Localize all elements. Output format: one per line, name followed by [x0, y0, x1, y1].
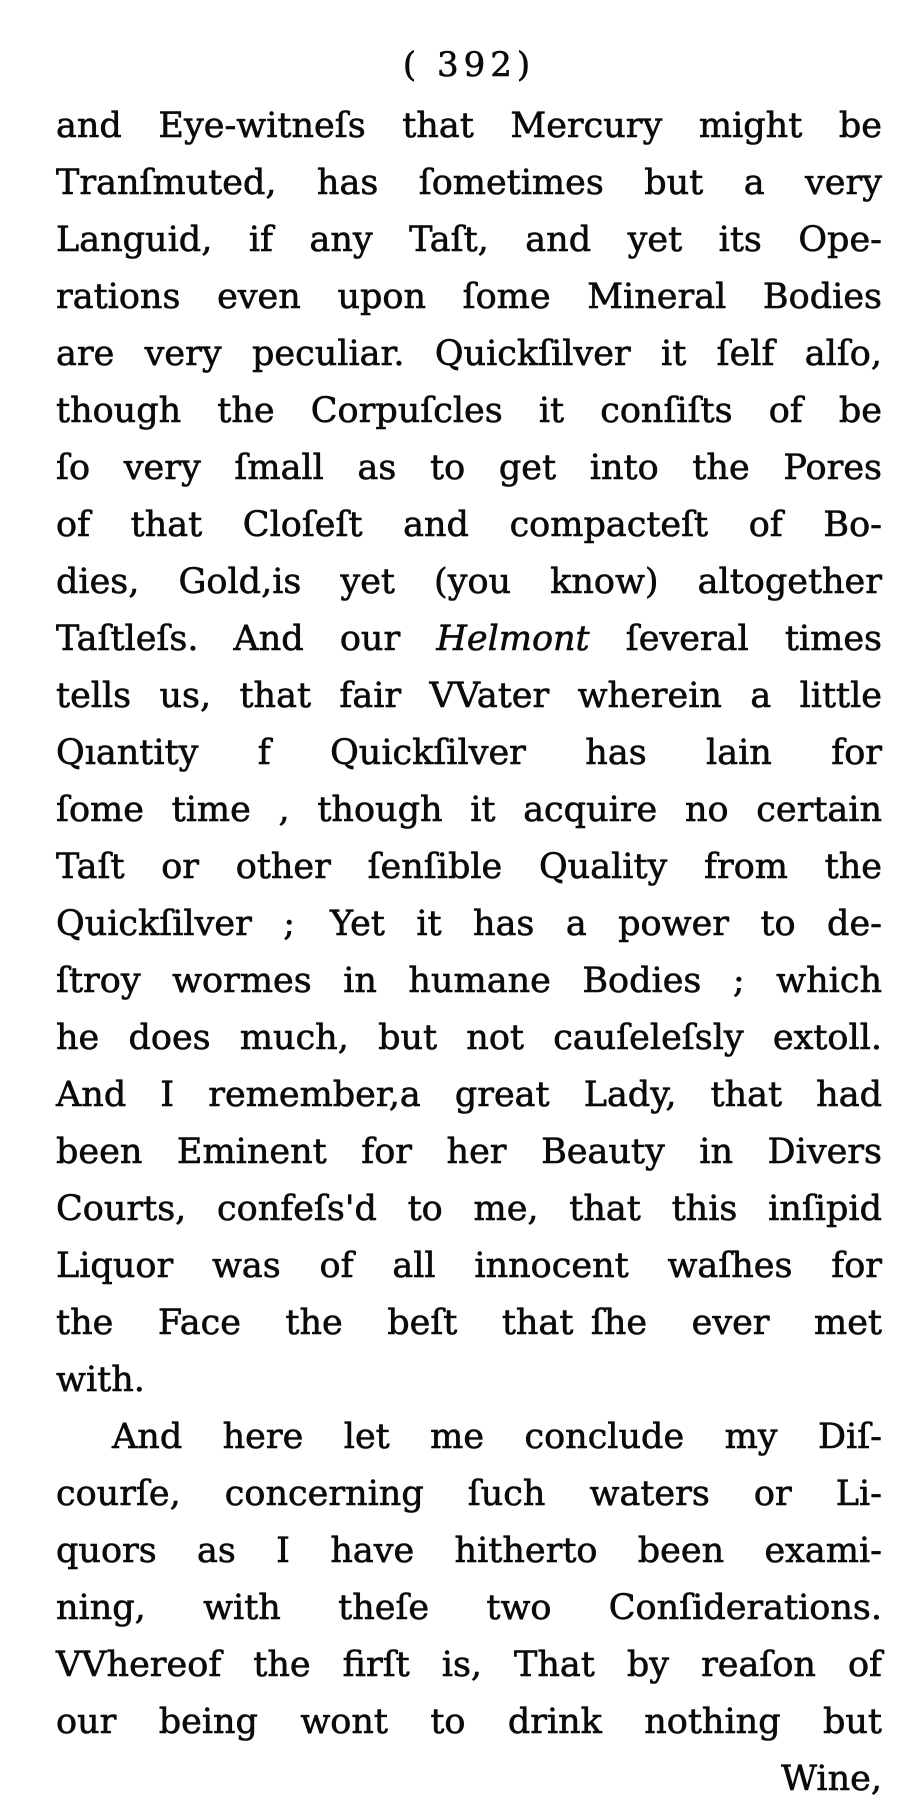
text-line: [56, 1523, 882, 1580]
text-line: [56, 1694, 882, 1751]
text-line: [56, 896, 882, 953]
text-run: ſo very ſmall as to get into the Pores: [56, 448, 882, 488]
text-line: [56, 1067, 882, 1124]
text-run: ning, with theſe two Conſiderations.: [56, 1588, 882, 1628]
text-run: are very peculiar. Quickſilver it ſelf alſo,: [56, 334, 882, 374]
text-line: [56, 1295, 882, 1352]
text-line: [56, 440, 882, 497]
text-line: [56, 839, 882, 896]
text-line: [56, 554, 882, 611]
text-run: Taſt or other ſenſible Quality from the: [56, 847, 882, 887]
text-line: [56, 1466, 882, 1523]
text-line: [56, 269, 882, 326]
text-run: rations even upon ſome Mineral Bodies: [56, 277, 882, 317]
text-line: [56, 782, 882, 839]
text-run: he does much, but not cauſeleſsly extoll.: [56, 1018, 882, 1058]
text-run: VVhereof the firſt is, That by reaſon of: [56, 1645, 882, 1685]
text-line: [56, 383, 882, 440]
page-text: [56, 98, 882, 1808]
text-run: Taſtleſs. And our: [56, 619, 437, 659]
text-run: quors as I have hitherto been exami-: [56, 1531, 882, 1571]
text-run: Quickſilver ; Yet it has a power to de-: [56, 904, 882, 944]
text-run: And here let me conclude my Diſ-: [112, 1417, 882, 1457]
text-run: ſtroy wormes in humane Bodies ; which: [56, 961, 882, 1001]
text-line: [56, 1124, 882, 1181]
text-line: [56, 1010, 882, 1067]
text-line: [56, 1238, 882, 1295]
catchword-line: [56, 1751, 882, 1808]
text-line: [56, 1637, 882, 1694]
text-line: [56, 155, 882, 212]
text-run: And I remember,a great Lady, that had: [56, 1075, 882, 1115]
text-run: ſeveral times: [589, 619, 882, 659]
text-run: Liquor was of all innocent waſhes for: [56, 1246, 882, 1286]
text-line: [56, 98, 882, 155]
text-run: ſome time , though it acquire no certain: [56, 790, 882, 830]
text-line: [56, 212, 882, 269]
text-run: Languid, if any Taſt, and yet its Ope-: [56, 220, 882, 260]
text-line: [56, 668, 882, 725]
text-run: dies, Gold,is yet (you know) altogether: [56, 562, 882, 602]
italic-word: Helmont: [436, 619, 590, 659]
text-line: [56, 1409, 882, 1466]
text-run: with.: [56, 1360, 145, 1400]
text-run: courſe, concerning ſuch waters or Li-: [56, 1474, 882, 1514]
text-run: our being wont to drink nothing but: [56, 1702, 882, 1742]
text-line: [56, 326, 882, 383]
text-run: Courts, confeſs'd to me, that this inſipid: [56, 1189, 882, 1229]
text-run: tells us, that fair VVater wherein a little: [56, 676, 882, 716]
text-run: Tranſmuted, has ſometimes but a very: [56, 163, 882, 203]
text-run: and Eye-witneſs that Mercury might be: [56, 106, 882, 146]
page-number: ( 392): [402, 45, 536, 85]
text-run: the Face the beſt that ſhe ever met: [56, 1303, 882, 1343]
text-line: [56, 611, 882, 668]
text-run: Qıantity f Quickſilver has lain for: [56, 733, 882, 773]
text-line: [56, 1352, 882, 1409]
text-line: [56, 1580, 882, 1637]
text-line: [56, 497, 882, 554]
text-line: [56, 953, 882, 1010]
text-line: [56, 1181, 882, 1238]
text-run: of that Cloſeſt and compacteſt of Bo-: [56, 505, 882, 545]
text-run: been Eminent for her Beauty in Divers: [56, 1132, 882, 1172]
text-line: [56, 725, 882, 782]
text-run: Wine,: [781, 1759, 882, 1799]
text-run: though the Corpuſcles it conſiſts of be: [56, 391, 882, 431]
